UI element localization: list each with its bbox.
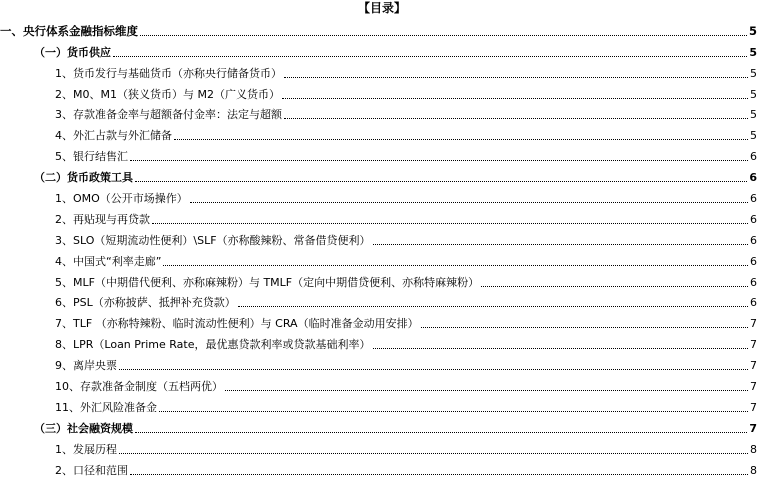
dot-leader — [481, 286, 748, 287]
toc-entry-label: 4、中国式“利率走廊” — [55, 254, 162, 268]
toc-subsection-link[interactable] — [0, 103, 764, 124]
toc-entry-label: 4、外汇占款与外汇储备 — [55, 129, 172, 143]
dot-leader — [140, 35, 747, 36]
toc-chapter-link[interactable] — [0, 19, 764, 40]
dot-leader — [284, 118, 748, 119]
toc-entry-label: 1、货币发行与基础货币（亦称央行储备货币） — [55, 66, 282, 80]
toc-subsection-link[interactable] — [0, 186, 764, 207]
dot-leader — [152, 223, 748, 224]
toc-page-number: 6 — [750, 233, 757, 247]
toc-entry-label: 2、M0、M1（狭义货币）与 M2（广义货币） — [55, 87, 280, 101]
toc-entry-label: 1、发展历程 — [55, 442, 117, 456]
toc-page-number: 8 — [750, 463, 757, 477]
dot-leader — [190, 202, 748, 203]
dot-leader — [373, 348, 749, 349]
toc-page-number: 7 — [750, 400, 757, 414]
toc-subsection-link[interactable] — [0, 144, 764, 165]
toc-page-number: 5 — [749, 45, 757, 59]
dot-leader — [174, 139, 748, 140]
dot-leader — [284, 77, 748, 78]
dot-leader — [113, 56, 747, 57]
toc-page-number: 7 — [749, 421, 757, 435]
toc-entry-label: 6、PSL（亦称披萨、抵押补充贷款） — [55, 296, 236, 310]
toc-page-number: 6 — [750, 254, 757, 268]
toc-page-number: 6 — [750, 275, 757, 289]
toc-subsection-link[interactable] — [0, 332, 764, 353]
toc-subsection-link[interactable] — [0, 374, 764, 395]
toc-subsection-link[interactable] — [0, 249, 764, 270]
toc-entry-label: 5、MLF（中期借代便利、亦称麻辣粉）与 TMLF（定向中期借贷便利、亦称特麻辣粉） — [55, 275, 480, 289]
dot-leader — [135, 181, 747, 182]
toc-entry-label: 3、SLO（短期流动性便利）\SLF（亦称酸辣粉、常备借贷便利） — [55, 233, 371, 247]
toc-list — [0, 19, 764, 479]
toc-subsection-link[interactable] — [0, 82, 764, 103]
toc-page-number: 6 — [750, 212, 757, 226]
toc-subsection-link[interactable] — [0, 311, 764, 332]
toc-entry-label: 1、OMO（公开市场操作） — [55, 192, 188, 206]
toc-title: 【目录】 — [357, 1, 406, 15]
toc-entry-label: 5、银行结售汇 — [55, 150, 128, 164]
dot-leader — [130, 474, 748, 475]
toc-section-link[interactable] — [0, 165, 764, 186]
toc-subsection-link[interactable] — [0, 437, 764, 458]
toc-entry-label: 一、央行体系金融指标维度 — [0, 23, 138, 38]
toc-entry-label: （三）社会融资规模 — [34, 421, 133, 435]
toc-entry-label: 11、外汇风险准备金 — [55, 400, 157, 414]
dot-leader — [119, 369, 748, 370]
dot-leader — [373, 244, 748, 245]
dot-leader — [130, 160, 748, 161]
toc-subsection-link[interactable] — [0, 207, 764, 228]
dot-leader — [421, 327, 748, 328]
toc-page-number: 5 — [750, 87, 757, 101]
toc-page-number: 7 — [750, 380, 757, 394]
toc-subsection-link[interactable] — [0, 458, 764, 479]
toc-entry-label: 3、存款准备金率与超额备付金率：法定与超额 — [55, 108, 282, 122]
toc-page-number: 6 — [750, 192, 757, 206]
toc-section-link[interactable] — [0, 40, 764, 61]
dot-leader — [119, 453, 748, 454]
dot-leader — [225, 390, 748, 391]
toc-page-number: 7 — [750, 359, 757, 373]
toc-subsection-link[interactable] — [0, 395, 764, 416]
toc-page-number: 5 — [750, 66, 757, 80]
toc-subsection-link[interactable] — [0, 228, 764, 249]
toc-entry-label: （一）货币供应 — [34, 45, 111, 59]
dot-leader — [163, 265, 748, 266]
toc-entry-label: 2、再贴现与再贷款 — [55, 212, 150, 226]
toc-page-number: 7 — [750, 338, 757, 352]
dot-leader — [135, 432, 747, 433]
toc-page-number: 7 — [750, 317, 757, 331]
toc-subsection-link[interactable] — [0, 353, 764, 374]
toc-page-number: 6 — [750, 296, 757, 310]
toc-subsection-link[interactable] — [0, 291, 764, 312]
toc-subsection-link[interactable] — [0, 270, 764, 291]
toc-page-number: 6 — [750, 150, 757, 164]
toc-entry-label: 9、离岸央票 — [55, 359, 117, 373]
toc-entry-label: 10、存款准备金制度（五档两优） — [55, 380, 223, 394]
toc-page-number: 5 — [748, 23, 757, 38]
dot-leader — [282, 98, 748, 99]
toc-page-number: 5 — [750, 129, 757, 143]
toc-subsection-link[interactable] — [0, 61, 764, 82]
dot-leader — [238, 306, 748, 307]
toc-entry-label: （二）货币政策工具 — [34, 171, 133, 185]
toc-entry-label: 8、LPR（Loan Prime Rate，最优惠贷款利率或贷款基础利率） — [55, 338, 371, 352]
toc-subsection-link[interactable] — [0, 123, 764, 144]
dot-leader — [159, 411, 748, 412]
toc-page-number: 6 — [749, 171, 757, 185]
toc-section-link[interactable] — [0, 416, 764, 437]
toc-page-number: 5 — [750, 108, 757, 122]
toc-entry-label: 7、TLF （亦称特辣粉、临时流动性便利）与 CRA（临时准备金动用安排） — [55, 317, 419, 331]
toc-page-number: 8 — [750, 442, 757, 456]
toc-entry-label: 2、口径和范围 — [55, 463, 128, 477]
